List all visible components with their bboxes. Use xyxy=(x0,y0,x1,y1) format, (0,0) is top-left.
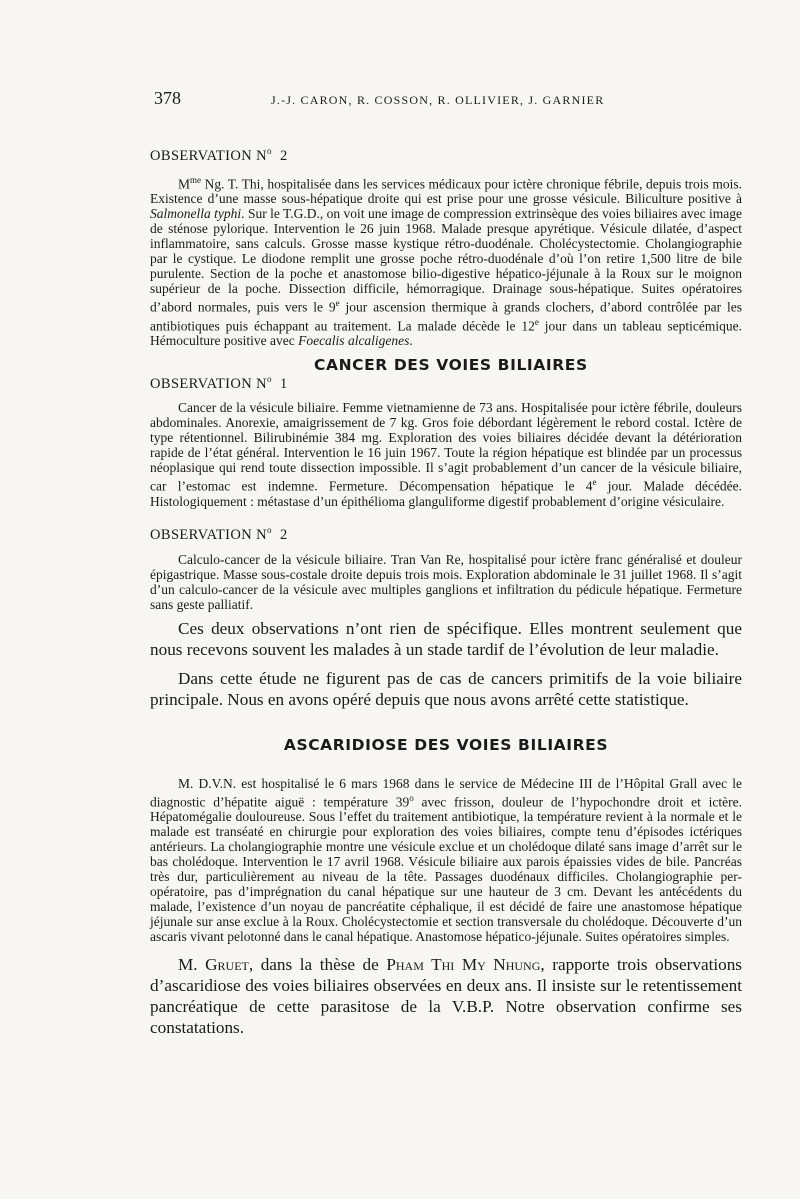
page-header xyxy=(150,88,742,110)
text-run: M. D.V.N. est hospitalisé le 6 mars 1968 dans le service de Médecine III de l’Hôpital Grall avec le diagnostic d’hépatite aiguë : température 39 xyxy=(150,775,742,810)
text-run: jour. Malade décédée. Histologiquement : métastase d’un épithélioma glanguliforme digestif probablement d’origine vésiculaire. xyxy=(150,478,742,509)
observation-heading-prefix: OBSERVATION N xyxy=(150,526,267,543)
text-run: avec frisson, douleur de l’hypochondre droit et ictère. Hépatomégalie douloureuse. Sous l’effet du traitement antibiotique, la température revient à la normale et le malade est transéaté en chirurgie pour exploration des voies biliaires, compte tenu d’épisodes ictériques antérieurs. La cholangiographie montre une vésicule exclue et un cholédoque dilaté sans image d’arrêt sur le bas cholédoque. Intervention le 17 avril 1968. Vésicule biliaire aux parois épaissies vides de bile. Pancréas très dur, particulièrement au niveau de la tête. Passages duodénaux difficiles. Cholangiographie per-opératoire, pas d’imprégnation du canal hépatique sur une hauteur de 3 cm. Devant les antécédents du malade, l’existence d’un noyau de pancréatite céphalique, il est décidé de faire une anastomose hépatique jéjunale sur anse exclue à la Roux. Cholécystectomie et section transversale du cholédoque. Découverte d’un ascaris vivant pelotonné dans le canal hépatique. Anastomose hépatico-jéjunale. Suites opératoires simples. xyxy=(150,794,742,945)
observation-heading-sup: o xyxy=(266,146,272,156)
text-sup: e xyxy=(335,298,340,309)
observation-heading-prefix: OBSERVATION N xyxy=(150,376,267,393)
observation-heading-num: 2 xyxy=(279,526,288,543)
observation-paragraph xyxy=(150,173,742,349)
text-run: jour dans un tableau septicémique. Hémoculture positive avec xyxy=(150,318,742,349)
text-run: M. xyxy=(178,955,206,975)
observation-paragraph: Calculo-cancer de la vésicule biliaire. Tran Van Re, hospitalisé pour ictère franc généralisé et douleur épigastrique. Masse sous-costale droite depuis trois mois. Exploration abdominale le 31 juillet 1968. Il s’agit d’un calculo-cancer de la vésicule avec multiples ganglions et infiltration du pédicule hépatique. Fermeture sans geste palliatif. xyxy=(150,551,742,612)
text-sup: e xyxy=(592,477,597,488)
author-name: Pham Thi My Nhung xyxy=(386,955,541,975)
text-run: M xyxy=(178,176,191,192)
observation-heading xyxy=(150,525,742,544)
text-sup: o xyxy=(409,792,414,803)
text-run: jour ascension thermique à grands clochers, d’abord contrôlée par les antibiotiques puis échappant au traitement. La malade décède le 12 xyxy=(150,299,742,334)
text-sup: me xyxy=(190,174,202,185)
page-number: 378 xyxy=(154,88,181,108)
observation-heading-prefix: OBSERVATION N xyxy=(150,147,267,164)
text-run: , rapporte trois observations d’ascaridiose des voies biliaires observées en deux ans. Il insiste sur le retentissement pancréatique de cette parasitose de la V.B.P. Notre observation confirme ses constatations. xyxy=(150,955,742,1038)
comment-paragraph: Dans cette étude ne figurent pas de cas de cancers primitifs de la voie biliaire principale. Nous en avons opéré depuis que nous avons arrêté cette statistique. xyxy=(150,668,742,709)
comment-paragraph: Ces deux observations n’ont rien de spécifique. Elles montrent seulement que nous recevons souvent les malades à un stade tardif de l’évolution de leur maladie. xyxy=(150,618,742,659)
case-paragraph xyxy=(150,776,742,945)
text-italic: Salmonella typhi xyxy=(150,206,242,222)
author-name: Gruet xyxy=(205,955,249,975)
text-italic: Foecalis alcaligenes xyxy=(298,333,410,349)
running-head: J.-J. CARON, R. COSSON, R. OLLIVIER, J. GARNIER xyxy=(271,93,605,107)
observation-heading xyxy=(150,146,742,165)
section-title-ascaridiose: ASCARIDIOSE DES VOIES BILIAIRES xyxy=(283,735,609,754)
text-run: . xyxy=(409,333,413,349)
text-run: , dans la thèse de xyxy=(248,955,387,975)
observation-heading-num: 2 xyxy=(279,147,288,164)
page xyxy=(150,88,742,1038)
conclusion-paragraph xyxy=(150,954,742,1038)
observation-paragraph xyxy=(150,400,742,509)
text-run: . Sur le T.G.D., on voit une image de compression extrinsèque des voies biliaires avec image de sténose pylorique. Intervention le 26 juin 1968. Malade presque apyrétique. Vésicule dilatée, d’aspect inflammatoire, sans calculs. Grosse masse kystique rétro-duodénale. Cholécystectomie. Cholangiographie par le cystique. Le diodone remplit une grosse poche rétro-duodénale d’où l’on retire 1,500 litre de bile purulente. Section de la poche et anastomose bilio-digestive hépatico-jéjunale à la Roux sur le moignon supérieur de la poche. Dissection difficile, hémorragique. Drainage sous-hépatique. Suites opératoires d’abord normales, puis vers le 9 xyxy=(150,206,742,315)
observation-heading-num: 1 xyxy=(279,376,288,393)
observation-heading-sup: o xyxy=(266,524,272,535)
text-run: Cancer de la vésicule biliaire. Femme vietnamienne de 73 ans. Hospitalisée pour ictère fébrile, douleurs abdominales. Anorexie, amaigrissement de 7 kg. Gros foie débordant légèrement le rebord costal. Ictère de type rétentionnel. Bilirubinémie 384 mg. Exploration des voies biliaires décidée devant la détérioration rapide de l’état général. Intervention le 16 juin 1967. Toute la région hépatique est blindée par un processus néoplasique qui rend toute dissection impossible. Il s’agit probablement d’un cancer de la vésicule biliaire, car l’estomac est indemne. Fermeture. Décompensation hépatique le 4 xyxy=(150,400,742,494)
text-run: Ng. T. Thi, hospitalisée dans les services médicaux pour ictère chronique fébrile, depuis trois mois. Existence d’une masse sous-hépatique droite qui est prise pour une grosse vésicule. Biliculture positive à xyxy=(150,176,742,207)
cancer-heading-row xyxy=(150,356,742,394)
observation-heading-sup: o xyxy=(266,374,272,385)
section-title-cancer: CANCER DES VOIES BILIAIRES xyxy=(314,356,588,375)
observation-heading xyxy=(150,374,288,393)
text-sup: e xyxy=(534,316,539,327)
